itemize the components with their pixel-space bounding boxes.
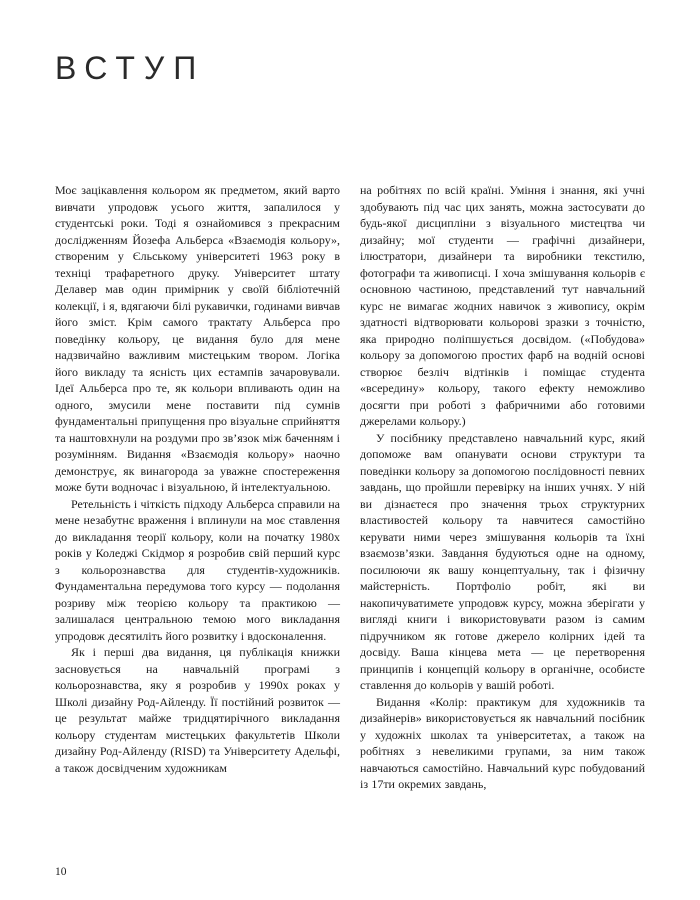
paragraph: Ретельність і чіткість підходу Альберса справили на мене незабутнє враження і вплинули на моє ставлення до викладання теорії кольору, коли на початку 1980х років у Коледжі Скідмор я розробив свій перший курс з кольорознавства для студентів-художників. Фундаментальна передумова того курсу — подолання розриву між теорією кольору та практикою — залишалася центральною темою мого викладання упродовж десятиліть його розвитку і вдосконалення. <box>55 496 340 643</box>
paragraph: на робітнях по всій країні. Уміння і знання, які учні здобувають під час цих занять, можна застосувати до будь-якої дисципліни з візуального мистецтва чи дизайну; мої студенти — графічні дизайнери, ілюстратори, дизайнери та виробники текстилю, фотографи та живописці. І хоча змішування кольорів є основною частиною, представлений тут навчальний курс не вимагає жодних навичок з живопису, окрім здатності відтворювати кольорові зразки з точністю, яка природно поліпшується досвідом. («Побудова» кольору за допомогою простих фарб на водній основі створює безліч відтінків і поміщає студента «всередину» кольору, такого ефекту неможливо досягти при роботі з фабричними або готовими джерелами кольору.) <box>360 183 645 428</box>
paragraph: Як і перші два видання, ця публікація книжки засновується на навчальній програмі з кольорознавства, яку я розробив у 1990х роках у Школі дизайну Род-Айленду. Її постійний розвиток — це результат майже тридцятирічного викладання кольору студентам мистецьких факультетів Школи дизайну Род-Айленду (RISD) та Університету Адельфі, а також досвідченим художникам <box>55 645 340 775</box>
page-title: ВСТУП <box>55 50 206 86</box>
right-column <box>360 182 645 793</box>
page-number: 10 <box>55 866 67 878</box>
paragraph: Моє зацікавлення кольором як предметом, який варто вивчати упродовж усього життя, запалилося у студентські роки. Тоді я ознайомився з прекрасним дослідженням Йозефа Альберса «Взаємодія кольору», створеним у Єльському університеті 1963 року в техніці трафаретного друку. Університет штату Делавер мав один примірник у своїй бібліотечній колекції, і я, вдягаючи білі рукавички, годинами вивчав його зміст. Крім самого трактату Альберса про поведінку кольору, це видання було для мене надзвичайно важливим мистецьким твором. Логіка його викладу та ясність цих естампів зачаровували. Ідеї Альберса про те, як кольори впливають один на одного, змусили мене поставити під сумнів фундаментальні припущення про візуальне сприйняття та наштовхнули на роздуми про зв’язок між баченням і розумінням. Видання «Взаємодія кольору» наочно демонструє, як винагорода за уважне спостереження може бути водночас і візуальною, й інтелектуальною. <box>55 183 340 494</box>
paragraph: У посібнику представлено навчальний курс, який допоможе вам опанувати основи структури та поведінки кольору за допомогою послідовності певних завдань, що пройшли перевірку на інших учнях. У ній ви дізнаєтеся про значення трьох структурних властивостей кольору та навчитеся самостійно керувати ними через змішування кольорів та їхні взаємозв’язки. Завдання будуються одне на одному, посилюючи як вашу концептуальну, так і фізичну майстерність. Портфоліо робіт, які ви накопичуватимете упродовж курсу, можна зберігати у вигляді книги і використовувати разом із самим підручником як готове джерело колірних ідей та досвіду. Ваша кінцева мета — це перетворення принципів і концепцій кольору в органічне, особисте ставлення до кольорів у вашій роботі. <box>360 430 645 692</box>
paragraph: Видання «Колір: практикум для художників та дизайнерів» використовується як навчальний посібник у художніх школах та університетах, а також на робітнях з невеликими групами, за ним також навчаються самостійно. Навчальний курс побудований із 17ти окремих завдань, <box>360 694 645 791</box>
left-column <box>55 182 340 793</box>
text-columns <box>55 182 645 793</box>
